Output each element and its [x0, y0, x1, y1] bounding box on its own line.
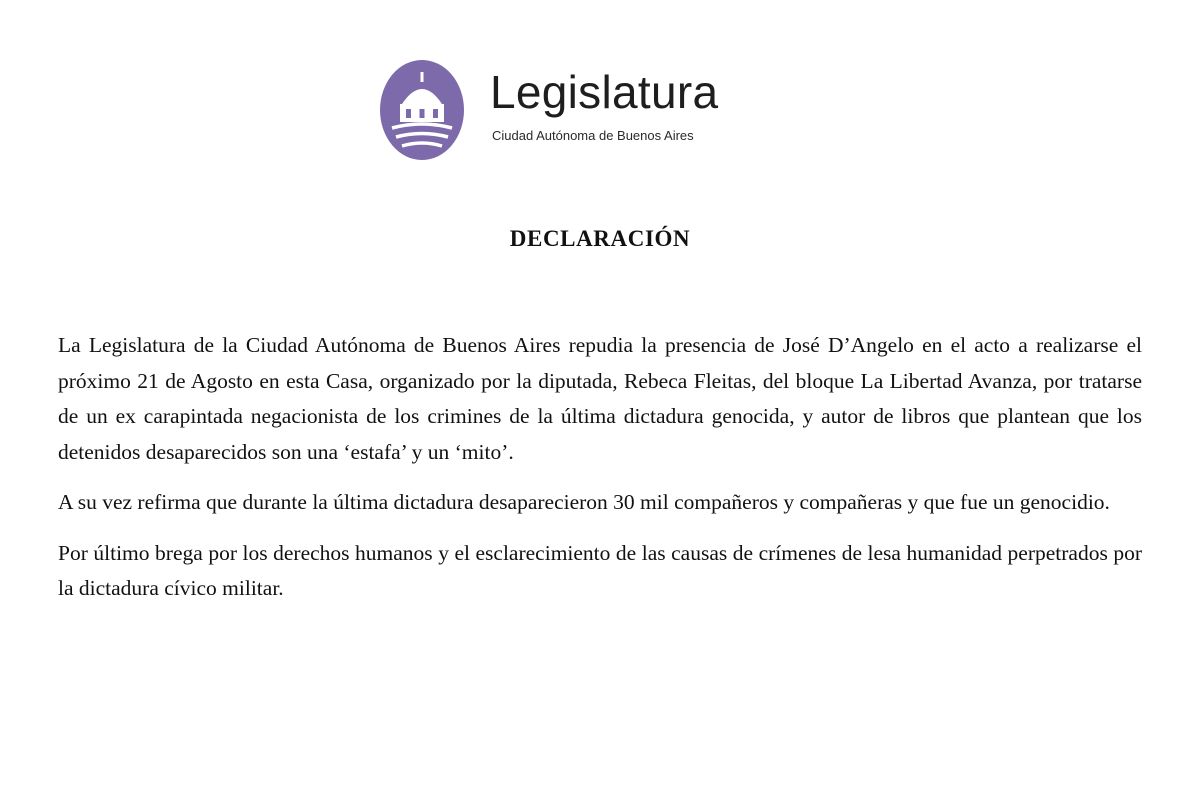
org-subtitle: Ciudad Autónoma de Buenos Aires	[492, 128, 694, 143]
header	[378, 58, 758, 162]
paragraph: A su vez refirma que durante la última dictadura desaparecieron 30 mil compañeros y compañeras y que fue un genocidio.	[58, 490, 1110, 514]
org-name: Legislatura	[490, 66, 719, 118]
document-body	[58, 328, 1142, 622]
document-title: DECLARACIÓN	[509, 226, 691, 251]
paragraph: Por último brega por los derechos humanos y el esclarecimiento de las causas de crímenes de lesa humanidad perpetrados por la dictadura cívico militar.	[58, 540, 1142, 600]
legislature-dome-icon	[378, 58, 466, 162]
paragraph: La Legislatura de la Ciudad Autónoma de Buenos Aires repudia la presencia de José D’Angelo en el acto a realizarse el próximo 21 de Agosto en esta Casa, organizado por la diputada, Rebeca Fleitas, del bloque La Libertad Avanza, por tratarse de un ex carapintada negacionista de los crimines de la última dictadura genocida, y autor de libros que plantean que los detenidos desaparecidos son una ‘estafa’ y un ‘mito’.	[58, 333, 1142, 464]
